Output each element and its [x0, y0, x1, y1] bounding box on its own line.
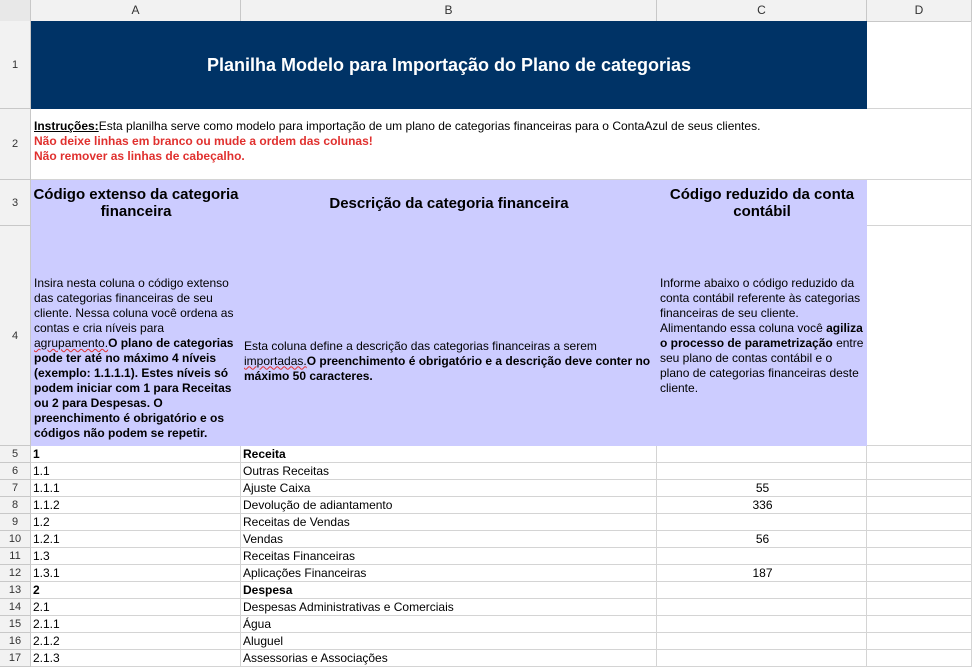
- empty-cell-d[interactable]: [867, 480, 972, 497]
- reduced-code-cell[interactable]: [657, 633, 867, 650]
- description-cell[interactable]: Ajuste Caixa: [241, 480, 657, 497]
- description-cell[interactable]: Devolução de adiantamento: [241, 497, 657, 514]
- reduced-code-cell[interactable]: [657, 582, 867, 599]
- sheet-title: Planilha Modelo para Importação do Plano de categorias: [206, 55, 692, 75]
- column-header-row: [0, 0, 972, 22]
- description-cell[interactable]: Aluguel: [241, 633, 657, 650]
- code-cell[interactable]: 2.1.1: [31, 616, 241, 633]
- description-cell[interactable]: Aplicações Financeiras: [241, 565, 657, 582]
- row-header-9[interactable]: 9: [0, 514, 31, 531]
- code-cell[interactable]: 1: [31, 446, 241, 463]
- code-cell[interactable]: 1.1: [31, 463, 241, 480]
- empty-cell-d[interactable]: [867, 446, 972, 463]
- row-header-2[interactable]: 2: [0, 109, 31, 180]
- row-header-15[interactable]: 15: [0, 616, 31, 633]
- cell-d3[interactable]: [867, 180, 972, 226]
- header-cell-description[interactable]: [241, 180, 657, 226]
- code-cell[interactable]: 2: [31, 582, 241, 599]
- description-cell-code[interactable]: [31, 226, 241, 446]
- row-header-4[interactable]: 4: [0, 226, 31, 446]
- desc-code-bold: O plano de categorias pode ter até no máximo 4 níveis (exemplo: 1.1.1.1). Estes níveis só podem iniciar com 1 para Receitas ou 2 para Despesas. O preenchimento é obrigatório e os códigos não podem se repetir.: [34, 336, 234, 440]
- code-cell[interactable]: 1.3.1: [31, 565, 241, 582]
- row-header-3[interactable]: 3: [0, 180, 31, 226]
- cell-d4[interactable]: [867, 226, 972, 446]
- row-header-1[interactable]: 1: [0, 21, 31, 109]
- description-cell-description[interactable]: [241, 226, 657, 446]
- reduced-code-cell[interactable]: 56: [657, 531, 867, 548]
- row-header-11[interactable]: 11: [0, 548, 31, 565]
- reduced-code-cell[interactable]: [657, 446, 867, 463]
- reduced-code-cell[interactable]: 55: [657, 480, 867, 497]
- row-header-16[interactable]: 16: [0, 633, 31, 650]
- reduced-code-cell[interactable]: [657, 616, 867, 633]
- desc-code-underlined: agrupamento.: [34, 336, 109, 350]
- header-cell-reduced-code[interactable]: [657, 180, 867, 226]
- instructions-label: Instruções:: [34, 119, 99, 133]
- empty-cell-d[interactable]: [867, 633, 972, 650]
- instructions-text: Esta planilha serve como modelo para importação de um plano de categorias financeiras para o ContaAzul de seus clientes.: [98, 119, 761, 133]
- code-cell[interactable]: 1.3: [31, 548, 241, 565]
- row-header-14[interactable]: 14: [0, 599, 31, 616]
- reduced-code-cell[interactable]: [657, 650, 867, 667]
- description-cell[interactable]: Receitas Financeiras: [241, 548, 657, 565]
- column-header-b[interactable]: B: [241, 0, 657, 21]
- reduced-code-cell[interactable]: 187: [657, 565, 867, 582]
- code-cell[interactable]: 1.2: [31, 514, 241, 531]
- row-header-7[interactable]: 7: [0, 480, 31, 497]
- empty-cell-d[interactable]: [867, 616, 972, 633]
- empty-cell-d[interactable]: [867, 650, 972, 667]
- empty-cell-d[interactable]: [867, 599, 972, 616]
- desc-description-bold: O preenchimento é obrigatório e a descrição deve conter no máximo 50 caracteres.: [244, 353, 651, 383]
- empty-cell-d[interactable]: [867, 514, 972, 531]
- description-cell[interactable]: Receitas de Vendas: [241, 514, 657, 531]
- row-header-17[interactable]: 17: [0, 650, 31, 667]
- empty-cell-d[interactable]: [867, 497, 972, 514]
- reduced-code-cell[interactable]: [657, 514, 867, 531]
- select-all-corner[interactable]: [0, 0, 31, 21]
- reduced-code-cell[interactable]: 336: [657, 497, 867, 514]
- row-header-5[interactable]: 5: [0, 446, 31, 463]
- desc-description-underlined: importadas.: [244, 353, 307, 368]
- header-code-text: Código extenso da categoria financeira: [33, 186, 239, 220]
- reduced-code-cell[interactable]: [657, 463, 867, 480]
- empty-cell-d[interactable]: [867, 548, 972, 565]
- instructions-cell[interactable]: [31, 109, 972, 180]
- code-cell[interactable]: 2.1: [31, 599, 241, 616]
- description-cell[interactable]: Vendas: [241, 531, 657, 548]
- reduced-code-cell[interactable]: [657, 548, 867, 565]
- warning-blank-rows: Não deixe linhas em branco ou mude a ordem das colunas!: [34, 134, 373, 148]
- row-header-6[interactable]: 6: [0, 463, 31, 480]
- description-cell[interactable]: Despesas Administrativas e Comerciais: [241, 599, 657, 616]
- code-cell[interactable]: 2.1.3: [31, 650, 241, 667]
- code-cell[interactable]: 1.1.2: [31, 497, 241, 514]
- description-cell[interactable]: Assessorias e Associações: [241, 650, 657, 667]
- row-header-13[interactable]: 13: [0, 582, 31, 599]
- description-cell[interactable]: Despesa: [241, 582, 657, 599]
- description-cell[interactable]: Água: [241, 616, 657, 633]
- code-cell[interactable]: 1.2.1: [31, 531, 241, 548]
- sheet-title-cell[interactable]: [31, 21, 867, 109]
- row-header-8[interactable]: 8: [0, 497, 31, 514]
- description-cell-reduced[interactable]: [657, 226, 867, 446]
- header-description-text: Descrição da categoria financeira: [329, 194, 569, 212]
- desc-reduced-bold: agiliza o processo de parametrização: [660, 321, 863, 350]
- empty-cell-d[interactable]: [867, 582, 972, 599]
- code-cell[interactable]: 2.1.2: [31, 633, 241, 650]
- row-header-10[interactable]: 10: [0, 531, 31, 548]
- desc-code-text: Insira nesta coluna o código extenso das categorias financeiras de seu cliente. Nessa coluna você ordena as contas e cria níveis para: [34, 276, 234, 335]
- code-cell[interactable]: 1.1.1: [31, 480, 241, 497]
- row-header-12[interactable]: 12: [0, 565, 31, 582]
- cell-d1[interactable]: [867, 21, 972, 109]
- empty-cell-d[interactable]: [867, 531, 972, 548]
- desc-reduced-text-end: entre seu plano de contas contábil e o plano de categorias financeiras deste cliente.: [660, 336, 864, 395]
- column-header-a[interactable]: A: [31, 0, 241, 21]
- column-header-d[interactable]: D: [867, 0, 972, 21]
- desc-description-text: Esta coluna define a descrição das categorias financeiras a serem: [244, 338, 597, 353]
- header-cell-code[interactable]: [31, 180, 241, 226]
- desc-reduced-text: Informe abaixo o código reduzido da conta contábil referente às categorias financeiras de seu cliente. Alimentando essa coluna você: [660, 276, 861, 335]
- description-cell[interactable]: Receita: [241, 446, 657, 463]
- empty-cell-d[interactable]: [867, 565, 972, 582]
- header-reduced-text: Código reduzido da conta contábil: [669, 186, 855, 220]
- warning-header-rows: Não remover as linhas de cabeçalho.: [34, 149, 245, 163]
- reduced-code-cell[interactable]: [657, 599, 867, 616]
- empty-cell-d[interactable]: [867, 463, 972, 480]
- column-header-c[interactable]: C: [657, 0, 867, 21]
- description-cell[interactable]: Outras Receitas: [241, 463, 657, 480]
